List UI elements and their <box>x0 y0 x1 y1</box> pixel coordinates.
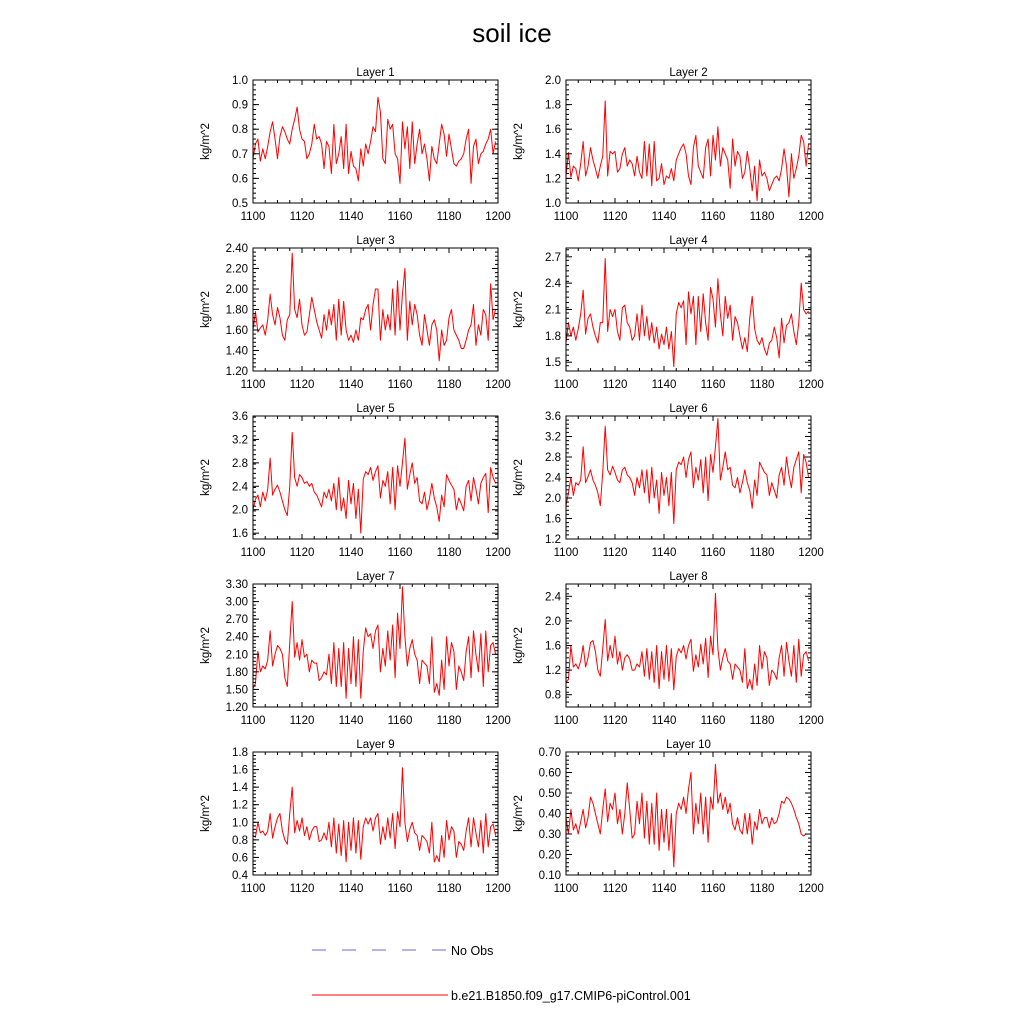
x-tick-label: 1160 <box>387 211 413 223</box>
x-tick-label: 1180 <box>436 379 462 391</box>
panel-title: Layer 5 <box>356 403 395 415</box>
y-tick-label: 0.7 <box>232 148 248 161</box>
y-tick-label: 3.30 <box>225 579 248 591</box>
y-tick-label: 0.5 <box>232 198 248 210</box>
y-tick-label: 1.8 <box>232 747 248 759</box>
x-tick-label: 1140 <box>338 547 364 559</box>
x-tick-label: 1200 <box>485 379 511 391</box>
x-tick-label: 1100 <box>553 715 579 727</box>
y-tick-label: 1.2 <box>232 799 248 812</box>
x-tick-label: 1180 <box>436 715 462 727</box>
y-tick-label: 1.0 <box>232 817 248 830</box>
x-tick-label: 1140 <box>338 211 364 223</box>
x-tick-label: 1120 <box>289 883 315 895</box>
x-tick-label: 1180 <box>749 211 775 223</box>
x-tick-label: 1100 <box>240 883 266 895</box>
plot-frame <box>566 248 811 371</box>
y-tick-label: 1.5 <box>545 357 561 370</box>
y-axis-label: kg/m^2 <box>513 459 525 496</box>
x-tick-label: 1120 <box>602 715 628 727</box>
x-tick-label: 1180 <box>436 883 462 895</box>
y-tick-label: 2.1 <box>545 304 561 317</box>
panel-1 <box>200 67 511 223</box>
y-tick-label: 2.4 <box>545 472 561 485</box>
x-tick-label: 1140 <box>651 715 677 727</box>
x-tick-label: 1120 <box>602 883 628 895</box>
x-tick-label: 1200 <box>798 379 824 391</box>
x-tick-label: 1140 <box>338 715 364 727</box>
series-line <box>253 587 496 698</box>
y-tick-label: 3.6 <box>232 411 248 423</box>
x-tick-label: 1160 <box>700 715 726 727</box>
y-tick-label: 0.8 <box>232 834 248 847</box>
y-tick-label: 1.80 <box>225 666 248 679</box>
y-tick-label: 0.30 <box>538 829 561 841</box>
x-tick-label: 1180 <box>749 379 775 391</box>
y-tick-label: 3.6 <box>545 411 561 423</box>
x-tick-label: 1200 <box>798 547 824 559</box>
x-tick-label: 1120 <box>602 379 628 391</box>
legend <box>312 944 691 1003</box>
x-tick-label: 1200 <box>798 883 824 895</box>
y-tick-label: 1.6 <box>545 640 561 653</box>
x-tick-label: 1180 <box>749 883 775 895</box>
x-tick-label: 1140 <box>651 379 677 391</box>
series-line <box>253 253 496 361</box>
x-tick-label: 1100 <box>553 379 579 391</box>
y-axis-label: kg/m^2 <box>200 123 212 160</box>
series-line <box>253 97 496 183</box>
y-tick-label: 2.4 <box>545 278 561 291</box>
x-tick-label: 1100 <box>553 211 579 223</box>
x-tick-label: 1200 <box>485 211 511 223</box>
y-tick-label: 2.4 <box>545 591 561 604</box>
series-line <box>253 432 496 533</box>
series-line <box>566 101 809 201</box>
y-tick-label: 0.8 <box>545 689 561 702</box>
x-tick-label: 1140 <box>338 379 364 391</box>
y-tick-label: 2.0 <box>545 615 561 628</box>
x-tick-label: 1160 <box>387 715 413 727</box>
y-tick-label: 3.00 <box>225 596 248 609</box>
x-tick-label: 1180 <box>749 715 775 727</box>
y-tick-label: 1.0 <box>232 75 248 87</box>
x-tick-label: 1120 <box>289 379 315 391</box>
x-tick-label: 1160 <box>387 379 413 391</box>
panel-7 <box>200 571 511 727</box>
x-tick-label: 1200 <box>798 211 824 223</box>
y-tick-label: 0.4 <box>232 870 248 882</box>
y-tick-label: 2.00 <box>225 284 248 296</box>
series-line <box>566 593 809 690</box>
series-line <box>566 764 809 867</box>
x-tick-label: 1100 <box>240 379 266 391</box>
y-tick-label: 1.4 <box>232 782 248 795</box>
panel-6 <box>513 403 824 559</box>
y-tick-label: 1.80 <box>225 304 248 317</box>
y-tick-label: 1.6 <box>232 528 248 541</box>
x-tick-label: 1100 <box>240 211 266 223</box>
panel-title: Layer 9 <box>356 739 395 751</box>
legend-model-label: b.e21.B1850.f09_g17.CMIP6-piControl.001 <box>451 989 691 1003</box>
x-tick-label: 1180 <box>749 547 775 559</box>
y-tick-label: 0.20 <box>538 849 561 862</box>
y-tick-label: 1.50 <box>225 684 248 697</box>
y-tick-label: 2.0 <box>545 493 561 505</box>
y-tick-label: 2.4 <box>232 481 248 494</box>
y-tick-label: 1.6 <box>232 764 248 777</box>
y-axis-label: kg/m^2 <box>513 795 525 832</box>
y-tick-label: 1.40 <box>225 345 248 358</box>
panel-4 <box>513 235 824 391</box>
y-tick-label: 1.8 <box>545 99 561 112</box>
panel-title: Layer 10 <box>666 739 711 751</box>
x-tick-label: 1180 <box>436 547 462 559</box>
legend-no-obs-label: No Obs <box>451 944 494 958</box>
y-tick-label: 1.2 <box>545 534 561 546</box>
x-tick-label: 1140 <box>338 883 364 895</box>
panel-title: Layer 6 <box>669 403 708 415</box>
y-tick-label: 0.60 <box>538 767 561 780</box>
x-tick-label: 1120 <box>289 547 315 559</box>
figure-title: soil ice <box>472 18 552 48</box>
x-tick-label: 1100 <box>240 547 266 559</box>
x-tick-label: 1160 <box>700 883 726 895</box>
panel-title: Layer 2 <box>669 67 708 79</box>
x-tick-label: 1100 <box>553 883 579 895</box>
panel-title: Layer 4 <box>669 235 708 247</box>
y-tick-label: 1.20 <box>225 366 248 378</box>
series-line <box>566 259 809 367</box>
y-axis-label: kg/m^2 <box>200 795 212 832</box>
y-tick-label: 0.9 <box>232 99 248 112</box>
panel-8 <box>513 571 824 727</box>
y-tick-label: 0.6 <box>232 852 248 865</box>
x-tick-label: 1200 <box>485 547 511 559</box>
y-tick-label: 2.8 <box>545 452 561 464</box>
panel-5 <box>200 403 511 559</box>
y-tick-label: 2.0 <box>545 75 561 87</box>
y-axis-label: kg/m^2 <box>513 291 525 328</box>
x-tick-label: 1160 <box>387 547 413 559</box>
y-tick-label: 0.40 <box>538 808 561 821</box>
x-tick-label: 1160 <box>387 883 413 895</box>
series-line <box>253 768 496 862</box>
y-tick-label: 1.6 <box>545 124 561 137</box>
x-tick-label: 1140 <box>651 211 677 223</box>
y-tick-label: 1.2 <box>545 173 561 186</box>
x-tick-label: 1200 <box>798 715 824 727</box>
x-tick-label: 1160 <box>700 379 726 391</box>
y-tick-label: 3.2 <box>232 434 248 447</box>
y-tick-label: 1.4 <box>545 148 561 161</box>
x-tick-label: 1140 <box>651 883 677 895</box>
x-tick-label: 1120 <box>602 211 628 223</box>
x-tick-label: 1120 <box>289 715 315 727</box>
y-tick-label: 1.60 <box>225 325 248 337</box>
series-line <box>566 419 809 524</box>
x-tick-label: 1180 <box>436 211 462 223</box>
y-tick-label: 2.40 <box>225 631 248 644</box>
y-tick-label: 2.0 <box>232 504 248 517</box>
y-tick-label: 2.7 <box>545 251 561 264</box>
panel-title: Layer 1 <box>356 67 395 79</box>
y-tick-label: 0.10 <box>538 870 561 882</box>
x-tick-label: 1200 <box>485 883 511 895</box>
y-tick-label: 0.8 <box>232 124 248 137</box>
y-tick-label: 1.0 <box>545 198 561 210</box>
x-tick-label: 1200 <box>485 715 511 727</box>
y-tick-label: 1.8 <box>545 330 561 343</box>
y-axis-label: kg/m^2 <box>200 627 212 664</box>
y-tick-label: 1.6 <box>545 513 561 526</box>
y-tick-label: 2.10 <box>225 649 248 662</box>
x-tick-label: 1120 <box>289 211 315 223</box>
x-tick-label: 1100 <box>553 547 579 559</box>
panel-9 <box>200 739 511 895</box>
y-tick-label: 0.6 <box>232 173 248 186</box>
y-axis-label: kg/m^2 <box>200 459 212 496</box>
y-tick-label: 2.20 <box>225 263 248 276</box>
panel-3 <box>200 235 511 391</box>
y-tick-label: 1.20 <box>225 702 248 714</box>
y-tick-label: 2.40 <box>225 243 248 255</box>
y-axis-label: kg/m^2 <box>513 627 525 664</box>
x-tick-label: 1160 <box>700 211 726 223</box>
y-tick-label: 2.8 <box>232 457 248 470</box>
x-tick-label: 1100 <box>240 715 266 727</box>
y-tick-label: 1.2 <box>545 665 561 678</box>
panel-2 <box>513 67 824 223</box>
y-tick-label: 0.70 <box>538 747 561 759</box>
panel-title: Layer 7 <box>356 571 395 583</box>
y-axis-label: kg/m^2 <box>513 123 525 160</box>
plot-frame <box>566 80 811 203</box>
y-tick-label: 3.2 <box>545 431 561 444</box>
y-axis-label: kg/m^2 <box>200 291 212 328</box>
y-tick-label: 2.70 <box>225 614 248 627</box>
panels <box>200 67 824 895</box>
x-tick-label: 1140 <box>651 547 677 559</box>
x-tick-label: 1120 <box>602 547 628 559</box>
panel-title: Layer 3 <box>356 235 395 247</box>
x-tick-label: 1160 <box>700 547 726 559</box>
panel-title: Layer 8 <box>669 571 708 583</box>
panel-10 <box>513 739 824 895</box>
y-tick-label: 0.50 <box>538 788 561 800</box>
